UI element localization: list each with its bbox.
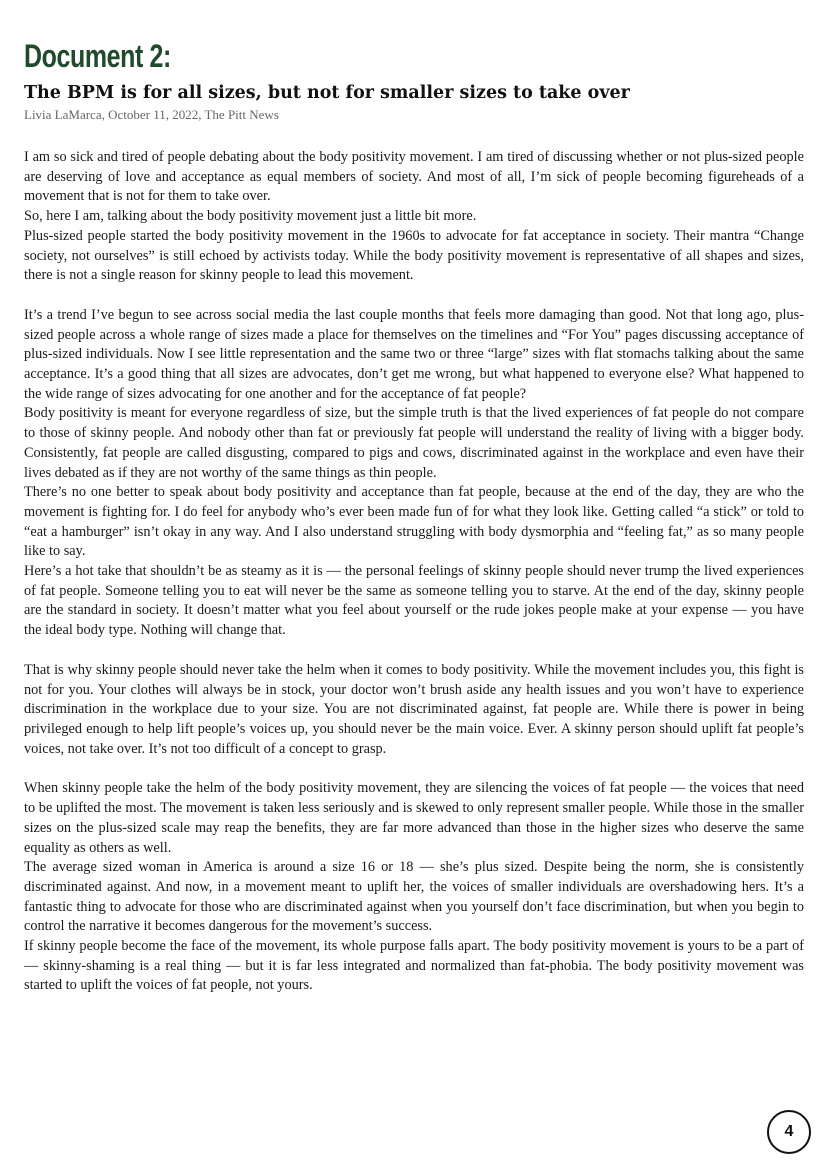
paragraph: Here’s a hot take that shouldn’t be as steamy as it is — the personal feelings of skinny people should never trump the lived experiences of fat people. Someone telling you to eat will never be the same as someone telling you to starve. At the end of the day, skinny people are the standard in society. It doesn’t matter what you feel about yourself or the rude jokes people make at your expense — you have the ideal body type. Nothing will change that. <box>24 563 804 639</box>
article-byline: Livia LaMarca, October 11, 2022, The Pitt News <box>24 107 279 122</box>
document-label: Document 2: <box>24 38 171 74</box>
paragraph: If skinny people become the face of the movement, its whole purpose falls apart. The body positivity movement is yours to be a part of — skinny-shaming is a real thing — but it is far less integrated and normalized than fat-phobia. The body positivity movement was started to uplift the voices of fat people, not yours. <box>24 938 804 994</box>
paragraph: It’s a trend I’ve begun to see across social media the last couple months that feels more damaging than good. Not that long ago, plus-sized people across a whole range of sizes made a place for themselves on the timelines and “For You” pages discussing acceptance of plus-sized individuals. Now I see little representation and the same two or three “large” sizes with flat stomachs talking about the same acceptance. It’s a good thing that all sizes are advocates, don’t get me wrong, but what happened to everyone else? What happened to the wide range of sizes advocating for one another and for the acceptance of fat people? <box>24 306 804 402</box>
paragraph: The average sized woman in America is around a size 16 or 18 — she’s plus sized. Despite being the norm, she is consistently discriminated against. And now, in a movement meant to uplift her, the voices of smaller individuals are overshadowing hers. It’s a fantastic thing to advocate for those who are discriminated against when you yourself don’t face discrimination, but when you begin to control the narrative it becomes dangerous for the movement’s success. <box>24 859 804 935</box>
article-body <box>24 148 804 996</box>
paragraph: There’s no one better to speak about body positivity and acceptance than fat people, because at the end of the day, they are who the movement is fighting for. I do feel for anybody who’s ever been made fun of for what they look like. Getting called “a stick” or told to “eat a hamburger” isn’t okay in any way. And I also understand struggling with body dysmorphia and “feeling fat,” as so many people like to say. <box>24 484 804 560</box>
paragraph: That is why skinny people should never take the helm when it comes to body positivity. While the movement includes you, this fight is not for you. Your clothes will always be in stock, your doctor won’t brush aside any health issues and you won’t have to experience discrimination in the workplace due to your size. You are not discriminated against, fat people are. While there is power in being privileged enough to help lift people’s voices up, you should never be the main voice. Ever. A skinny person should uplift fat people’s voices, not take over. It’s not too difficult of a concept to grasp. <box>24 661 804 757</box>
paragraph: Plus-sized people started the body positivity movement in the 1960s to advocate for fat acceptance in society. Their mantra “Change society, not ourselves” is still echoed by activists today. While the body positivity movement is representative of all shapes and sizes, there is not a single reason for skinny people to lead this movement. <box>24 227 804 284</box>
paragraph: When skinny people take the helm of the body positivity movement, they are silencing the voices of fat people — the voices that need to be uplifted the most. The movement is taken less seriously and is skewed to only represent smaller people. While those in the smaller sizes on the plus-sized scale may reap the benefits, they are far more advanced than those in the higher sizes who deserve the same equality as others as well. <box>24 780 804 856</box>
article-headline: The BPM is for all sizes, but not for smaller sizes to take over <box>24 83 630 103</box>
paragraph: So, here I am, talking about the body positivity movement just a little bit more. <box>24 208 477 225</box>
page-number-badge: 4 <box>767 1110 811 1154</box>
paragraph: Body positivity is meant for everyone regardless of size, but the simple truth is that the lived experiences of fat people do not compare to those of skinny people. And nobody other than fat or previously fat people will understand the reality of living with a bigger body. Consistently, fat people are called disgusting, compared to pigs and cows, discriminated against in the workplace and even have their lives debated as if they are not worthy of the same things as thin people. <box>24 405 804 481</box>
paragraph: I am so sick and tired of people debating about the body positivity movement. I am tired of discussing whether or not plus-sized people are deserving of love and acceptance as equal members of society. And most of all, I’m sick of people becoming figureheads of a movement that is not for them to take over. <box>24 149 804 205</box>
